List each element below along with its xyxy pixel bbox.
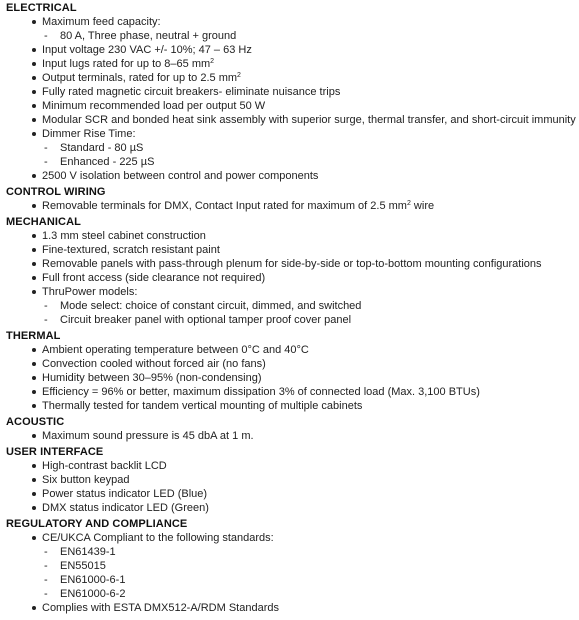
list-item-text: Maximum sound pressure is 45 dbA at 1 m.	[42, 430, 254, 442]
bullet-icon	[32, 118, 36, 122]
bullet-icon	[32, 262, 36, 266]
sub-list-item	[6, 299, 579, 313]
bullet-icon	[32, 276, 36, 280]
list-item-text: Maximum feed capacity:	[42, 16, 161, 28]
list-item-text: 1.3 mm steel cabinet construction	[42, 230, 206, 242]
list-item-text: Removable panels with pass-through plenum for side-by-side or top-to-bottom mounting configurations	[42, 258, 542, 270]
superscript: 2	[406, 200, 411, 207]
dash-icon: -	[44, 574, 48, 586]
list-item-text: Input voltage 230 VAC +/- 10%; 47 – 63 Hz	[42, 44, 252, 56]
list-item	[6, 113, 579, 127]
sub-list-item-text: EN61439-1	[60, 546, 116, 558]
dash-icon: -	[44, 588, 48, 600]
sub-list-item	[6, 573, 579, 587]
list-item-text: High-contrast backlit LCD	[42, 460, 167, 472]
superscript: 2	[210, 58, 215, 65]
bullet-list	[6, 459, 579, 515]
bullet-icon	[32, 606, 36, 610]
bullet-icon	[32, 478, 36, 482]
superscript: 2	[237, 72, 241, 79]
sub-list-item-text: EN61000-6-1	[60, 574, 126, 586]
bullet-icon	[32, 464, 36, 468]
bullet-list	[6, 531, 579, 615]
section-title: REGULATORY AND COMPLIANCE	[6, 518, 188, 530]
bullet-icon	[32, 362, 36, 366]
list-item-text: Input lugs rated for up to 8–65 mm	[42, 58, 211, 70]
sub-list-item	[6, 559, 579, 573]
list-item	[6, 501, 579, 515]
sub-list-item-text: EN61000-6-2	[60, 588, 126, 600]
list-item	[6, 487, 579, 501]
list-item-text: Dimmer Rise Time:	[42, 128, 136, 140]
bullet-icon	[32, 390, 36, 394]
bullet-icon	[32, 204, 36, 208]
list-item	[6, 371, 579, 385]
bullet-icon	[32, 104, 36, 108]
list-item	[6, 399, 579, 413]
list-item-text: Power status indicator LED (Blue)	[42, 488, 208, 500]
list-item	[6, 271, 579, 285]
sub-list-item-text: Mode select: choice of constant circuit, dimmed, and switched	[60, 300, 362, 312]
sub-list-item-text: 80 A, Three phase, neutral + ground	[60, 30, 237, 42]
sub-list-item-text: Enhanced - 225 µS	[60, 156, 155, 168]
dash-icon: -	[44, 30, 48, 42]
section-title: ELECTRICAL	[6, 2, 77, 14]
list-item-text: Ambient operating temperature between 0°C and 40°C	[42, 344, 309, 356]
bullet-icon	[32, 290, 36, 294]
dash-icon: -	[44, 546, 48, 558]
sub-list-item	[6, 155, 579, 169]
sub-list-item-text: Circuit breaker panel with optional tamper proof cover panel	[60, 314, 352, 326]
list-item-text: Six button keypad	[42, 474, 130, 486]
bullet-icon	[32, 404, 36, 408]
list-item-text: Output terminals, rated for up to 2.5 mm	[42, 72, 238, 84]
bullet-list	[6, 15, 579, 183]
list-item-text: CE/UKCA Compliant to the following standards:	[42, 532, 274, 544]
dash-icon: -	[44, 560, 48, 572]
list-item-text: Removable terminals for DMX, Contact Input rated for maximum of 2.5 mm	[42, 200, 407, 212]
list-item	[6, 343, 579, 357]
bullet-icon	[32, 434, 36, 438]
bullet-icon	[32, 174, 36, 178]
bullet-icon	[32, 20, 36, 24]
sub-list-item	[6, 141, 579, 155]
list-item	[6, 257, 579, 271]
list-item	[6, 429, 579, 443]
bullet-list	[6, 343, 579, 413]
list-item	[6, 43, 579, 57]
list-item	[6, 15, 579, 29]
bullet-icon	[32, 248, 36, 252]
section-title: ACOUSTIC	[6, 416, 65, 428]
list-item-text: 2500 V isolation between control and power components	[42, 170, 319, 182]
list-item	[6, 99, 579, 113]
list-item	[6, 285, 579, 299]
bullet-icon	[32, 376, 36, 380]
bullet-list	[6, 229, 579, 327]
section-title: THERMAL	[6, 330, 61, 342]
list-item	[6, 85, 579, 99]
sub-list-item-text: EN55015	[60, 560, 106, 572]
dash-icon: -	[44, 314, 48, 326]
list-item	[6, 601, 579, 615]
list-item	[6, 229, 579, 243]
list-item-text: Fine-textured, scratch resistant paint	[42, 244, 220, 256]
dash-icon: -	[44, 142, 48, 154]
list-item-text-suffix: wire	[410, 200, 435, 212]
dash-icon: -	[44, 300, 48, 312]
bullet-icon	[32, 348, 36, 352]
list-item	[6, 57, 579, 71]
list-item	[6, 127, 579, 141]
list-item-text: DMX status indicator LED (Green)	[42, 502, 209, 514]
sub-list-item	[6, 545, 579, 559]
list-item-text: Full front access (side clearance not required)	[42, 272, 266, 284]
list-item-text: Thermally tested for tandem vertical mounting of multiple cabinets	[42, 400, 363, 412]
bullet-icon	[32, 62, 36, 66]
list-item	[6, 531, 579, 545]
section-title: MECHANICAL	[6, 216, 81, 228]
list-item	[6, 71, 579, 85]
list-item	[6, 357, 579, 371]
list-item	[6, 169, 579, 183]
list-item	[6, 385, 579, 399]
list-item	[6, 473, 579, 487]
bullet-list	[6, 429, 579, 443]
sub-list-item	[6, 313, 579, 327]
bullet-icon	[32, 48, 36, 52]
bullet-icon	[32, 536, 36, 540]
bullet-icon	[32, 90, 36, 94]
list-item-text: Humidity between 30–95% (non-condensing)	[42, 372, 262, 384]
list-item-text: Fully rated magnetic circuit breakers- eliminate nuisance trips	[42, 86, 341, 98]
sub-list-item-text: Standard - 80 µS	[60, 142, 144, 154]
dash-icon: -	[44, 156, 48, 168]
bullet-list	[6, 199, 579, 213]
bullet-icon	[32, 506, 36, 510]
list-item-text: Modular SCR and bonded heat sink assembly with superior surge, thermal transfer, and short-circuit immunity	[42, 114, 576, 126]
list-item	[6, 199, 579, 213]
bullet-icon	[32, 492, 36, 496]
list-item	[6, 243, 579, 257]
list-item-text: Efficiency = 96% or better, maximum dissipation 3% of connected load (Max. 3,100 BTUs)	[42, 386, 480, 398]
list-item	[6, 459, 579, 473]
section-title: USER INTERFACE	[6, 446, 104, 458]
bullet-icon	[32, 234, 36, 238]
bullet-icon	[32, 132, 36, 136]
sub-list-item	[6, 29, 579, 43]
list-item-text: Minimum recommended load per output 50 W	[42, 100, 266, 112]
sub-list-item	[6, 587, 579, 601]
list-item-text: Convection cooled without forced air (no fans)	[42, 358, 266, 370]
list-item-text: ThruPower models:	[42, 286, 138, 298]
bullet-icon	[32, 76, 36, 80]
section-title: CONTROL WIRING	[6, 186, 106, 198]
list-item-text: Complies with ESTA DMX512-A/RDM Standards	[42, 602, 279, 614]
